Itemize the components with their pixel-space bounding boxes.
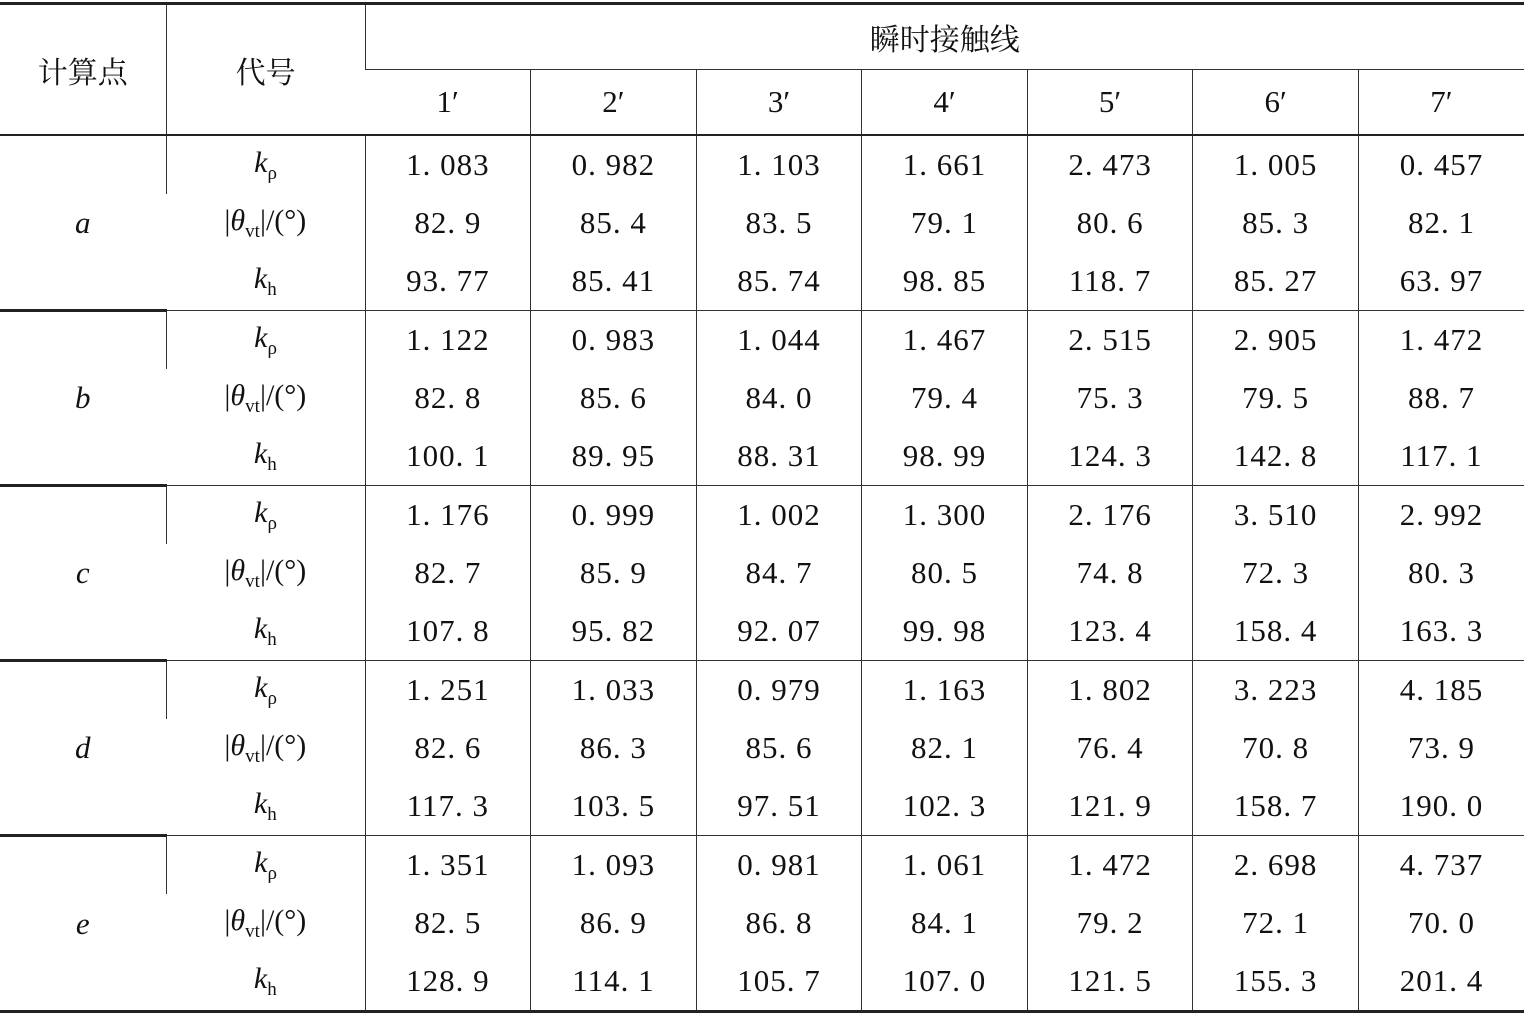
- value-cell: 0. 981: [696, 836, 862, 895]
- value-cell: 121. 9: [1027, 777, 1193, 836]
- value-cell: 82. 1: [862, 719, 1028, 777]
- symbol-base: k: [253, 611, 268, 645]
- symbol-subscript: vt: [245, 220, 260, 242]
- column-header: 3′: [696, 70, 862, 136]
- symbol-theta: [166, 544, 365, 602]
- value-cell: 1. 163: [862, 661, 1028, 720]
- value-cell: 98. 99: [862, 427, 1028, 486]
- value-cell: 82. 9: [365, 194, 531, 252]
- value-cell: 0. 982: [531, 135, 697, 194]
- value-cell: 4. 185: [1358, 661, 1524, 720]
- table-row: [0, 135, 1524, 194]
- value-cell: 155. 3: [1193, 952, 1359, 1012]
- table-row: [0, 369, 1524, 427]
- value-cell: 92. 07: [696, 602, 862, 661]
- value-cell: 80. 5: [862, 544, 1028, 602]
- value-cell: 1. 044: [696, 311, 862, 370]
- value-cell: 99. 98: [862, 602, 1028, 661]
- symbol-base: k: [254, 845, 268, 879]
- symbol-base: k: [254, 495, 268, 529]
- value-cell: 1. 251: [365, 661, 531, 720]
- point-label: e: [0, 836, 166, 1012]
- point-label: a: [0, 135, 166, 311]
- value-cell: 95. 82: [531, 602, 697, 661]
- symbol-suffix: |/(°): [259, 203, 307, 237]
- value-cell: 1. 122: [365, 311, 531, 370]
- table-row: [0, 836, 1524, 895]
- value-cell: 98. 85: [862, 252, 1028, 311]
- value-cell: 84. 1: [862, 894, 1028, 952]
- symbol-subscript: vt: [245, 745, 260, 767]
- value-cell: 2. 176: [1027, 486, 1193, 545]
- value-cell: 3. 223: [1193, 661, 1359, 720]
- value-cell: 70. 0: [1358, 894, 1524, 952]
- symbol-base: k: [253, 961, 268, 995]
- value-cell: 2. 905: [1193, 311, 1359, 370]
- column-header: 1′: [365, 70, 531, 136]
- symbol-subscript: h: [267, 453, 277, 475]
- symbol-k-h: [166, 777, 365, 836]
- symbol-theta: [166, 369, 365, 427]
- table-body: [0, 135, 1524, 1012]
- value-cell: 70. 8: [1193, 719, 1359, 777]
- value-cell: 1. 083: [365, 135, 531, 194]
- point-label: b: [0, 311, 166, 486]
- value-cell: 128. 9: [365, 952, 531, 1012]
- symbol-k-rho: [166, 135, 365, 194]
- symbol-base: θ: [230, 903, 246, 937]
- value-cell: 1. 661: [862, 135, 1028, 194]
- value-cell: 1. 472: [1358, 311, 1524, 370]
- value-cell: 79. 5: [1193, 369, 1359, 427]
- symbol-suffix: |/(°): [259, 903, 307, 937]
- value-cell: 82. 6: [365, 719, 531, 777]
- value-cell: 63. 97: [1358, 252, 1524, 311]
- value-cell: 86. 9: [531, 894, 697, 952]
- symbol-base: θ: [230, 553, 246, 587]
- value-cell: 1. 300: [862, 486, 1028, 545]
- value-cell: 2. 992: [1358, 486, 1524, 545]
- value-cell: 79. 1: [862, 194, 1028, 252]
- symbol-prefix: |: [224, 378, 231, 412]
- value-cell: 75. 3: [1027, 369, 1193, 427]
- value-cell: 105. 7: [696, 952, 862, 1012]
- value-cell: 158. 7: [1193, 777, 1359, 836]
- value-cell: 158. 4: [1193, 602, 1359, 661]
- value-cell: 117. 1: [1358, 427, 1524, 486]
- value-cell: 1. 002: [696, 486, 862, 545]
- value-cell: 86. 8: [696, 894, 862, 952]
- symbol-subscript: h: [267, 803, 277, 825]
- table-row: [0, 952, 1524, 1012]
- value-cell: 85. 6: [696, 719, 862, 777]
- column-header: 6′: [1193, 70, 1359, 136]
- table-row: [0, 719, 1524, 777]
- table-row: [0, 311, 1524, 370]
- value-cell: 86. 3: [531, 719, 697, 777]
- value-cell: 3. 510: [1193, 486, 1359, 545]
- header-point: 计算点: [0, 4, 166, 136]
- symbol-subscript: ρ: [267, 337, 277, 359]
- value-cell: 72. 1: [1193, 894, 1359, 952]
- value-cell: 83. 5: [696, 194, 862, 252]
- header-code: 代号: [166, 4, 365, 136]
- symbol-theta: [166, 719, 365, 777]
- value-cell: 1. 033: [531, 661, 697, 720]
- value-cell: 163. 3: [1358, 602, 1524, 661]
- value-cell: 1. 005: [1193, 135, 1359, 194]
- symbol-k-h: [166, 427, 365, 486]
- value-cell: 1. 176: [365, 486, 531, 545]
- symbol-k-h: [166, 602, 365, 661]
- table-row: [0, 894, 1524, 952]
- header-contact-lines: 瞬时接触线: [365, 4, 1524, 70]
- value-cell: 0. 457: [1358, 135, 1524, 194]
- symbol-subscript: vt: [245, 395, 260, 417]
- value-cell: 2. 698: [1193, 836, 1359, 895]
- table-row: [0, 777, 1524, 836]
- value-cell: 4. 737: [1358, 836, 1524, 895]
- value-cell: 0. 983: [531, 311, 697, 370]
- value-cell: 1. 103: [696, 135, 862, 194]
- table-row: [0, 194, 1524, 252]
- symbol-theta: [166, 894, 365, 952]
- symbol-subscript: ρ: [267, 512, 277, 534]
- symbol-k-rho: [166, 486, 365, 545]
- value-cell: 1. 802: [1027, 661, 1193, 720]
- symbol-prefix: |: [224, 728, 231, 762]
- value-cell: 82. 8: [365, 369, 531, 427]
- value-cell: 1. 351: [365, 836, 531, 895]
- value-cell: 82. 5: [365, 894, 531, 952]
- symbol-subscript: ρ: [267, 687, 277, 709]
- value-cell: 117. 3: [365, 777, 531, 836]
- column-header: 5′: [1027, 70, 1193, 136]
- symbol-base: k: [254, 145, 268, 179]
- value-cell: 100. 1: [365, 427, 531, 486]
- symbol-subscript: vt: [245, 570, 260, 592]
- value-cell: 107. 8: [365, 602, 531, 661]
- symbol-base: θ: [230, 378, 246, 412]
- symbol-k-h: [166, 952, 365, 1012]
- symbol-suffix: |/(°): [259, 728, 307, 762]
- value-cell: 88. 31: [696, 427, 862, 486]
- symbol-theta: [166, 194, 365, 252]
- table-row: [0, 252, 1524, 311]
- symbol-subscript: h: [267, 978, 277, 1000]
- symbol-k-rho: [166, 311, 365, 370]
- symbol-base: θ: [230, 203, 246, 237]
- value-cell: 79. 4: [862, 369, 1028, 427]
- value-cell: 121. 5: [1027, 952, 1193, 1012]
- table-row: [0, 486, 1524, 545]
- value-cell: 85. 41: [531, 252, 697, 311]
- table-row: [0, 661, 1524, 720]
- value-cell: 201. 4: [1358, 952, 1524, 1012]
- symbol-suffix: |/(°): [259, 553, 307, 587]
- symbol-subscript: ρ: [267, 162, 277, 184]
- value-cell: 2. 473: [1027, 135, 1193, 194]
- value-cell: 103. 5: [531, 777, 697, 836]
- value-cell: 142. 8: [1193, 427, 1359, 486]
- symbol-prefix: |: [224, 203, 231, 237]
- value-cell: 123. 4: [1027, 602, 1193, 661]
- column-header: 4′: [862, 70, 1028, 136]
- data-table: [0, 2, 1524, 1013]
- value-cell: 1. 472: [1027, 836, 1193, 895]
- value-cell: 85. 6: [531, 369, 697, 427]
- value-cell: 80. 3: [1358, 544, 1524, 602]
- symbol-subscript: h: [267, 278, 277, 300]
- value-cell: 80. 6: [1027, 194, 1193, 252]
- value-cell: 2. 515: [1027, 311, 1193, 370]
- value-cell: 190. 0: [1358, 777, 1524, 836]
- symbol-suffix: |/(°): [259, 378, 307, 412]
- symbol-k-h: [166, 252, 365, 311]
- table-row: [0, 427, 1524, 486]
- symbol-base: k: [253, 261, 268, 295]
- symbol-subscript: h: [267, 628, 277, 650]
- value-cell: 84. 7: [696, 544, 862, 602]
- value-cell: 73. 9: [1358, 719, 1524, 777]
- value-cell: 1. 093: [531, 836, 697, 895]
- symbol-subscript: vt: [245, 920, 260, 942]
- value-cell: 76. 4: [1027, 719, 1193, 777]
- value-cell: 84. 0: [696, 369, 862, 427]
- value-cell: 82. 7: [365, 544, 531, 602]
- value-cell: 85. 3: [1193, 194, 1359, 252]
- symbol-subscript: ρ: [267, 862, 277, 884]
- value-cell: 124. 3: [1027, 427, 1193, 486]
- symbol-k-rho: [166, 836, 365, 895]
- value-cell: 102. 3: [862, 777, 1028, 836]
- value-cell: 97. 51: [696, 777, 862, 836]
- symbol-k-rho: [166, 661, 365, 720]
- symbol-base: k: [254, 670, 268, 704]
- symbol-base: k: [253, 436, 268, 470]
- value-cell: 72. 3: [1193, 544, 1359, 602]
- value-cell: 1. 467: [862, 311, 1028, 370]
- symbol-base: θ: [230, 728, 246, 762]
- value-cell: 85. 74: [696, 252, 862, 311]
- value-cell: 85. 27: [1193, 252, 1359, 311]
- table-row: [0, 544, 1524, 602]
- value-cell: 114. 1: [531, 952, 697, 1012]
- column-header: 7′: [1358, 70, 1524, 136]
- value-cell: 118. 7: [1027, 252, 1193, 311]
- value-cell: 0. 999: [531, 486, 697, 545]
- point-label: d: [0, 661, 166, 836]
- symbol-base: k: [253, 786, 268, 820]
- point-label: c: [0, 486, 166, 661]
- value-cell: 82. 1: [1358, 194, 1524, 252]
- value-cell: 85. 4: [531, 194, 697, 252]
- value-cell: 88. 7: [1358, 369, 1524, 427]
- value-cell: 107. 0: [862, 952, 1028, 1012]
- value-cell: 0. 979: [696, 661, 862, 720]
- value-cell: 93. 77: [365, 252, 531, 311]
- column-header: 2′: [531, 70, 697, 136]
- value-cell: 85. 9: [531, 544, 697, 602]
- value-cell: 1. 061: [862, 836, 1028, 895]
- symbol-prefix: |: [224, 903, 231, 937]
- value-cell: 79. 2: [1027, 894, 1193, 952]
- symbol-prefix: |: [224, 553, 231, 587]
- value-cell: 89. 95: [531, 427, 697, 486]
- value-cell: 74. 8: [1027, 544, 1193, 602]
- table-row: [0, 602, 1524, 661]
- symbol-base: k: [254, 320, 268, 354]
